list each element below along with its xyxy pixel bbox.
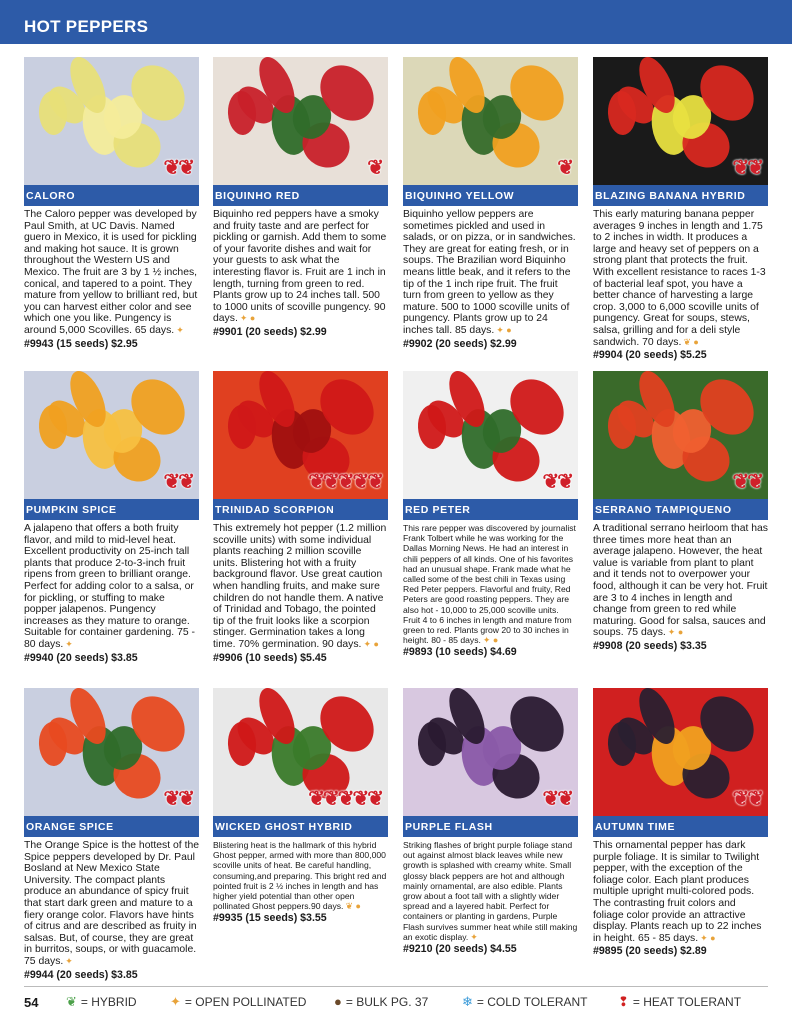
- product-photo: [24, 688, 199, 816]
- product-price: #9902 (20 seeds) $2.99: [403, 337, 517, 350]
- product-card: [403, 688, 578, 955]
- product-name: CALORO: [24, 185, 199, 206]
- description-text: A jalapeno that offers a both fruity flavor, and mild to mid-level heat. Excellent productivity on 25-inch tall plants that produce 2-to-3-inch fruit ripens from green to brilliant orange. Perfect for adding color to a salsa, or for pickling, or stuffing to make popper jalapenos. Pungency increases as they mature to orange. Suitable for container gardening. 75 - 80 days.: [24, 523, 195, 650]
- product-photo: [24, 57, 199, 185]
- page-number: 54: [24, 995, 39, 1010]
- page-header: [0, 0, 792, 44]
- product-description: [24, 523, 199, 651]
- product-type-icons: ✦: [470, 931, 478, 942]
- product-name: SERRANO TAMPIQUENO: [593, 499, 768, 520]
- product-type-icons: ✦: [65, 638, 73, 649]
- product-name: TRINIDAD SCORPION: [213, 499, 388, 520]
- product-type-icons: ✦: [65, 955, 73, 966]
- product-card: [593, 57, 768, 361]
- description-text: Blistering heat is the hallmark of this hybrid Ghost pepper, armed with more than 800,000 scoville units of heat. Be careful handling, consuming,and preparing. This bright red and pointed fruit is 2 ½ inches in length and has higher yield potential than other open pollinated Ghost peppers.90 days.: [213, 840, 387, 912]
- heat-rating-icon: ❦❦: [163, 469, 193, 493]
- product-description: [24, 840, 199, 968]
- description-text: The Caloro pepper was developed by Paul Smith, at UC Davis. Named guero in Mexico, it is used for pickling and making hot sauce. It is grown throughout the Western US and Mexico. The fruit are 3 by 1 ½ inches, conical, and tapered to a point. They mature from yellow to brilliant red, but you can harvest either color and see which one you like. Pungency is around 5,000 Scovilles. 65 days.: [24, 209, 198, 336]
- product-description: [593, 523, 768, 639]
- product-name: ORANGE SPICE: [24, 816, 199, 837]
- product-type-icons: ❦ ●: [683, 336, 699, 347]
- product-description: [403, 209, 578, 337]
- page-footer: [0, 990, 792, 1014]
- legend-item: [462, 994, 588, 1010]
- product-photo: [213, 688, 388, 816]
- product-photo: [403, 371, 578, 499]
- page-title: HOT PEPPERS: [24, 17, 149, 36]
- legend-item: [66, 994, 137, 1010]
- legend-item: [618, 994, 741, 1010]
- product-card: [213, 688, 388, 924]
- product-description: [213, 523, 388, 651]
- legend-icon: ❢: [618, 994, 629, 1009]
- heat-rating-icon: ❦❦❦❦❦: [308, 469, 382, 493]
- legend-label: = COLD TOLERANT: [476, 995, 588, 1009]
- heat-rating-icon: ❦❦: [732, 786, 762, 810]
- product-card: [213, 57, 388, 338]
- product-name: BIQUINHO YELLOW: [403, 185, 578, 206]
- product-name: BLAZING BANANA HYBRID: [593, 185, 768, 206]
- product-type-icons: ❦ ●: [345, 901, 361, 912]
- product-price: #9906 (10 seeds) $5.45: [213, 651, 327, 664]
- description-text: A traditional serrano heirloom that has three times more heat than an average jalapeno. However, the heat value is variable from plant to plant and it tends not to overpower your food, although it can be very hot. Fruit are 3 to 4 inches in length and change from green to red while maturing. Good for salsa, sauces and soups. 75 days.: [593, 523, 769, 639]
- product-photo: [213, 57, 388, 185]
- heat-rating-icon: ❦❦: [732, 469, 762, 493]
- heat-rating-icon: ❦❦: [732, 155, 762, 179]
- product-photo: [403, 57, 578, 185]
- product-type-icons: ✦ ●: [363, 638, 379, 649]
- heat-rating-icon: ❦❦: [542, 786, 572, 810]
- legend-icon: ●: [334, 994, 342, 1009]
- description-text: Biquinho yellow peppers are sometimes pickled and used in salads, or on pizza, or in sandwiches. They are great for eating fresh, or in soups. The Brazilian word Biquinho means little beak, and it refers to the tip of the 1 inch ripe fruit. The fruit turn from green to yellow as they mature. 500 to 1000 scoville units of pungency. Plants grow up to 24 inches tall. 85 days.: [403, 209, 576, 336]
- product-price: #9904 (20 seeds) $5.25: [593, 349, 707, 362]
- product-price: #9940 (20 seeds) $3.85: [24, 651, 138, 664]
- product-price: #9901 (20 seeds) $2.99: [213, 325, 327, 338]
- product-name: AUTUMN TIME: [593, 816, 768, 837]
- product-type-icons: ✦ ●: [667, 627, 684, 638]
- product-price: #9893 (10 seeds) $4.69: [403, 646, 517, 659]
- product-card: [24, 371, 199, 664]
- heat-rating-icon: ❦❦: [542, 469, 572, 493]
- product-price: #9935 (15 seeds) $3.55: [213, 912, 327, 925]
- product-card: [24, 57, 199, 350]
- product-name: WICKED GHOST HYBRID: [213, 816, 388, 837]
- product-description: [213, 840, 388, 911]
- product-type-icons: ✦ ●: [700, 932, 716, 943]
- product-card: [403, 57, 578, 350]
- product-type-icons: ✦ ●: [239, 313, 256, 324]
- product-description: [24, 209, 199, 337]
- legend-label: = HYBRID: [80, 995, 137, 1009]
- product-type-icons: ✦ ●: [496, 324, 512, 335]
- product-type-icons: ✦ ●: [482, 635, 499, 646]
- legend-icon: ❄: [462, 994, 473, 1009]
- product-name: PUMPKIN SPICE: [24, 499, 199, 520]
- product-photo: [24, 371, 199, 499]
- product-name: RED PETER: [403, 499, 578, 520]
- heat-rating-icon: ❦❦: [163, 155, 193, 179]
- legend-label: = BULK PG. 37: [345, 995, 429, 1009]
- product-name: BIQUINHO RED: [213, 185, 388, 206]
- description-text: The Orange Spice is the hottest of the Spice peppers developed by Dr. Paul Bosland at New Mexico State University. The compact plants produce an abundance of spicy fruit that start dark green and mature to a fiery orange color. Flavors have hints of citrus and are described as fruity in salsas. But, of course, they are great in burritos, soups, or with guacamole. 75 days.: [24, 840, 200, 967]
- product-card: [24, 688, 199, 981]
- legend-item: [334, 994, 428, 1009]
- product-price: #9210 (20 seeds) $4.55: [403, 943, 517, 956]
- description-text: Striking flashes of bright purple foliage stand out against almost black leaves while new growth is splashed with creamy white. Small glossy black peppers are hot and although mainly ornamental, are also edible. Plants grow about a foot tall with a slightly wider spread and a layered habit. Perfect for containers or planting in gardens, Purple Flash survives summer heat while still making an exotic display.: [403, 840, 578, 942]
- description-text: Biquinho red peppers have a smoky and fruity taste and are perfect for pickling or garnish. Add them to some of your favorite dishes and wait for your guests to ask what the interesting flavor is. Fruit are 1 inch in length, turning from green to red. Plants grow up to 24 inches tall. 500 to 1000 units of scoville pungency. 90 days.: [213, 209, 387, 325]
- heat-rating-icon: ❦: [367, 155, 382, 179]
- legend-item: [170, 994, 306, 1010]
- product-description: [403, 523, 578, 645]
- product-description: [593, 209, 768, 348]
- product-price: #9908 (20 seeds) $3.35: [593, 639, 707, 652]
- heat-rating-icon: ❦❦❦❦❦: [308, 786, 382, 810]
- legend-label: = HEAT TOLERANT: [632, 995, 742, 1009]
- heat-rating-icon: ❦: [557, 155, 572, 179]
- product-card: [593, 688, 768, 957]
- product-name: PURPLE FLASH: [403, 816, 578, 837]
- product-type-icons: ✦: [176, 324, 184, 335]
- product-price: #9944 (20 seeds) $3.85: [24, 968, 138, 981]
- legend-icon: ✦: [170, 994, 181, 1009]
- product-description: [403, 840, 578, 942]
- product-description: [213, 209, 388, 325]
- product-photo: [213, 371, 388, 499]
- product-card: [593, 371, 768, 652]
- product-price: #9943 (15 seeds) $2.95: [24, 337, 138, 350]
- product-photo: [403, 688, 578, 816]
- footer-divider: [24, 986, 768, 987]
- product-description: [593, 840, 768, 944]
- legend-icon: ❦: [66, 994, 77, 1009]
- description-text: This early maturing banana pepper averages 9 inches in length and 1.75 to 2 inches in width. It produces a large and heavy set of peppers on a strong plant that protects the fruit. With excellent resistance to races 1-3 of bacterial leaf spot, you have a better chance of harvesting a large crop. 3,000 to 6,000 scoville units of pungency. Great for soups, stews, salsa, grilling and for a deli style sandwich. 70 days.: [593, 209, 766, 348]
- product-card: [213, 371, 388, 664]
- product-card: [403, 371, 578, 658]
- description-text: This rare pepper was discovered by journalist Frank Tolbert while he was working for the Dallas Morning News. He had an interest in chili peppers of all kinds. One of his favorites had an unusual shape. Frank made what he called some of the best chili in Texas using Red Peter peppers. Flavorful and fruity, Red Peters are good roasting peppers. They are also hot - 10,000 to 25,000 scoville units. Fruit 4 to 6 inches in length and mature from green to red. Plants grow 20 to 30 inches in height. 80 - 85 days.: [403, 523, 576, 646]
- heat-rating-icon: ❦❦: [163, 786, 193, 810]
- legend-label: = OPEN POLLINATED: [184, 995, 307, 1009]
- product-photo: [593, 57, 768, 185]
- description-text: This extremely hot pepper (1.2 million scoville units) with some individual plants reaching 2 million scoville units. Blistering hot with a fruity background flavor. Use great caution when handling fruits, and make sure children do not handle them. A native of Trinidad and Tobago, the pointed tip of the fruit looks like a scorpion stinger. Germination takes a long time. 70% germination. 90 days.: [213, 523, 387, 650]
- product-photo: [593, 688, 768, 816]
- product-photo: [593, 371, 768, 499]
- description-text: This ornamental pepper has dark purple foliage. It is similar to Twilight pepper, with the exception of the foliage color. Each plant produces multiple upright multi-colored pods. The contrasting fruit colors and foliage color provide an attractive display. Plants reach up to 22 inches in height. 65 - 85 days.: [593, 840, 762, 944]
- product-price: #9895 (20 seeds) $2.89: [593, 945, 707, 958]
